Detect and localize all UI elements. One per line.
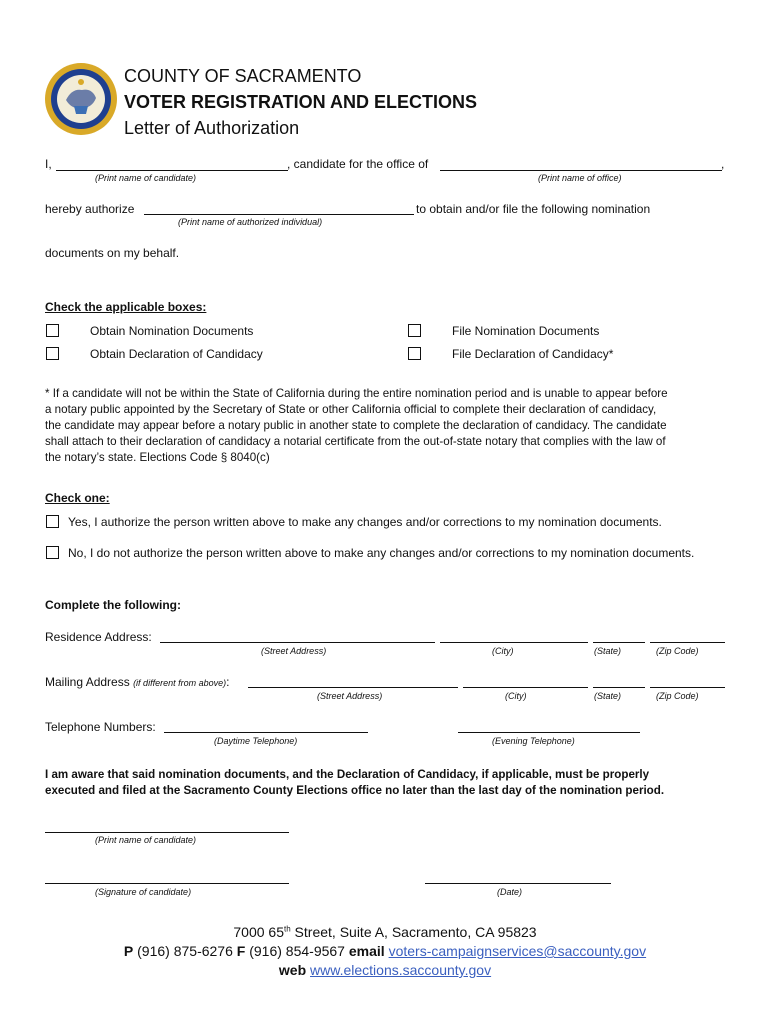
applicable-heading: Check the applicable boxes: [45, 300, 207, 314]
mailing-label [45, 675, 229, 689]
print-name-field[interactable] [45, 832, 289, 833]
office-name-field[interactable] [440, 170, 722, 171]
fax-number: (916) 854-9567 [245, 943, 349, 959]
obtain-file-text: to obtain and/or file the following nomination [416, 202, 651, 216]
address-street: Street, Suite A, Sacramento, CA 95823 [290, 924, 537, 940]
checkbox-obtain-nomination[interactable] [46, 324, 59, 337]
caption-residence-state: (State) [594, 646, 622, 656]
residence-city-field[interactable] [440, 642, 588, 643]
mailing-note: (if different from above) [133, 678, 227, 688]
candidate-name-field[interactable] [56, 170, 288, 171]
caption-residence-city: (City) [492, 646, 514, 656]
web-link[interactable]: www.elections.saccounty.gov [310, 962, 492, 978]
note-line: the candidate may appear before a notary public in another state to complete the declaration of candidacy. The candidate [45, 419, 667, 432]
note-line: * If a candidate will not be within the State of California during the entire nomination period and is unable to appear before [45, 387, 668, 400]
footer-address [0, 924, 770, 940]
fax-label: F [236, 943, 246, 959]
mailing-state-field[interactable] [593, 687, 645, 688]
caption-authorized-individual: (Print name of authorized individual) [178, 217, 323, 227]
caption-signature: (Signature of candidate) [95, 887, 192, 897]
authorized-individual-field[interactable] [144, 214, 414, 215]
label-yes-authorize: Yes, I authorize the person written above to make any changes and/or corrections to my nomination documents. [68, 515, 662, 529]
caption-residence-street: (Street Address) [261, 646, 327, 656]
statement-line-2: executed and filed at the Sacramento County Elections office no later than the last day of the nomination period. [45, 784, 665, 797]
note-line: shall attach to their declaration of candidacy a notarial certificate from the out-of-state notary that complies with the law of [45, 435, 666, 448]
complete-heading: Complete the following: [45, 598, 181, 612]
header-county: COUNTY OF SACRAMENTO [124, 66, 362, 86]
caption-residence-zip: (Zip Code) [656, 646, 699, 656]
checkbox-file-nomination[interactable] [408, 324, 421, 337]
header-department: VOTER REGISTRATION AND ELECTIONS [124, 92, 478, 112]
label-obtain-declaration: Obtain Declaration of Candidacy [90, 347, 263, 361]
web-label: web [278, 962, 307, 978]
checkbox-no-authorize[interactable] [46, 546, 59, 559]
label-file-nomination: File Nomination Documents [452, 324, 600, 338]
i-label: I, [45, 157, 52, 171]
footer-web [0, 962, 770, 978]
caption-mailing-city: (City) [505, 691, 527, 701]
residence-label: Residence Address: [45, 630, 152, 644]
documents-behalf-text: documents on my behalf. [45, 246, 180, 260]
caption-date: (Date) [497, 887, 523, 897]
residence-state-field[interactable] [593, 642, 645, 643]
checkbox-file-declaration[interactable] [408, 347, 421, 360]
email-link[interactable]: voters-campaignservices@saccounty.gov [388, 943, 647, 959]
mailing-zip-field[interactable] [650, 687, 725, 688]
hereby-authorize-text: hereby authorize [45, 202, 135, 216]
mailing-colon: : [226, 675, 230, 689]
caption-candidate-name: (Print name of candidate) [95, 173, 197, 183]
signature-field[interactable] [45, 883, 289, 884]
caption-daytime-phone: (Daytime Telephone) [214, 736, 298, 746]
phone-number: (916) 875-6276 [133, 943, 237, 959]
label-obtain-nomination: Obtain Nomination Documents [90, 324, 254, 338]
mailing-label-text: Mailing Address [45, 675, 130, 689]
checkbox-obtain-declaration[interactable] [46, 347, 59, 360]
caption-mailing-zip: (Zip Code) [656, 691, 699, 701]
caption-mailing-state: (State) [594, 691, 622, 701]
county-seal-logo [44, 62, 118, 136]
note-line: the notary’s state. Elections Code § 8040(c) [45, 451, 270, 464]
mailing-street-field[interactable] [248, 687, 458, 688]
phone-label: P [123, 943, 134, 959]
note-line: a notary public appointed by the Secretary of State or other California official to complete their declaration of candidacy, [45, 403, 657, 416]
caption-print-name: (Print name of candidate) [95, 835, 197, 845]
address-sup: th [284, 924, 291, 934]
label-no-authorize: No, I do not authorize the person written above to make any changes and/or corrections to my nomination documents. [68, 546, 695, 560]
email-label: email [348, 943, 385, 959]
caption-mailing-street: (Street Address) [317, 691, 383, 701]
daytime-phone-field[interactable] [164, 732, 368, 733]
candidate-office-text: , candidate for the office of [287, 157, 429, 171]
label-file-declaration: File Declaration of Candidacy* [452, 347, 614, 361]
header-title: Letter of Authorization [124, 118, 300, 138]
mailing-city-field[interactable] [463, 687, 588, 688]
footer-contact [0, 943, 770, 959]
out-of-state-note [45, 386, 668, 466]
address-number: 7000 65 [233, 924, 284, 940]
caption-evening-phone: (Evening Telephone) [492, 736, 575, 746]
statement-line-1: I am aware that said nomination documents, and the Declaration of Candidacy, if applicable, must be properly [45, 768, 650, 781]
residence-zip-field[interactable] [650, 642, 725, 643]
telephone-label: Telephone Numbers: [45, 720, 156, 734]
caption-office-name: (Print name of office) [538, 173, 622, 183]
evening-phone-field[interactable] [458, 732, 640, 733]
date-field[interactable] [425, 883, 611, 884]
residence-street-field[interactable] [160, 642, 435, 643]
check-one-heading: Check one: [45, 491, 110, 505]
comma: , [721, 157, 725, 171]
checkbox-yes-authorize[interactable] [46, 515, 59, 528]
